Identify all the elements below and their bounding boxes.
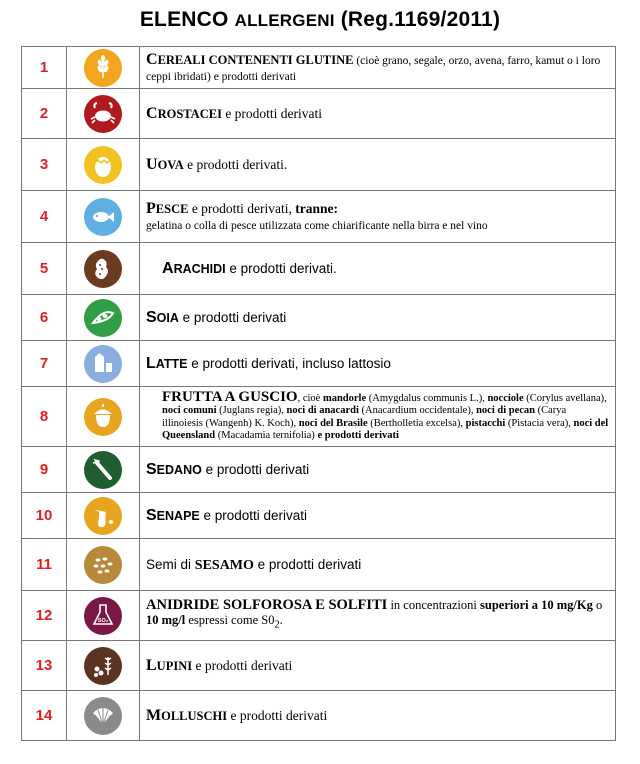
row-number: 2 xyxy=(22,89,67,139)
table-row xyxy=(22,47,616,89)
row-text: ARACHIDI e prodotti derivati. xyxy=(140,243,616,295)
row-text: Semi di SESAMO e prodotti derivati xyxy=(140,539,616,591)
table-row xyxy=(22,691,616,741)
row-number: 6 xyxy=(22,295,67,341)
row-number: 12 xyxy=(22,591,67,641)
row-text: LATTE e prodotti derivati, incluso lattosio xyxy=(140,341,616,387)
table-row xyxy=(22,493,616,539)
table-row xyxy=(22,89,616,139)
title-regulation: (Reg.1169/2011) xyxy=(340,8,501,31)
nut-icon xyxy=(84,398,122,436)
row-text: FRUTTA A GUSCIO, cioè mandorle (Amygdalus communis L.), nocciole (Corylus avellana), noci comuni (Juglans regia), noci di anacardi (Anacardium occidentale), noci di pecan (Carya illinoiesis (Wangenh) K. Koch), noci del Brasile (Bertholletia excelsa), pistacchi (Pistacia vera), noci del Queensland (Macadamia ternifolia) e prodotti derivati xyxy=(140,387,616,447)
table-row xyxy=(22,191,616,243)
sulphite-icon xyxy=(84,597,122,635)
sulphite-icon-label: SO₂ xyxy=(97,617,109,624)
row-text: ANIDRIDE SOLFOROSA E SOLFITI in concentrazioni superiori a 10 mg/Kg o 10 mg/l espressi come $S0_2$. xyxy=(140,591,616,641)
title-word-elenco: ELENCO xyxy=(139,8,229,31)
row-number: 9 xyxy=(22,447,67,493)
table-row xyxy=(22,447,616,493)
row-number: 8 xyxy=(22,387,67,447)
row-number: 13 xyxy=(22,641,67,691)
row-number: 7 xyxy=(22,341,67,387)
row-number: 5 xyxy=(22,243,67,295)
row-text: PESCE e prodotti derivati, tranne: gelatina o colla di pesce utilizzata come chiarificante nella birra e nel vino xyxy=(140,191,616,243)
table-row xyxy=(22,295,616,341)
row-number: 1 xyxy=(22,47,67,89)
table-row xyxy=(22,641,616,691)
mollusc-icon xyxy=(84,697,122,735)
page-title xyxy=(0,8,640,32)
crab-icon xyxy=(84,95,122,133)
egg-icon xyxy=(84,146,122,184)
table-row xyxy=(22,243,616,295)
row-number: 11 xyxy=(22,539,67,591)
table-row xyxy=(22,591,616,641)
row-text: SEDANO e prodotti derivati xyxy=(140,447,616,493)
row-number: 4 xyxy=(22,191,67,243)
row-text: SENAPE e prodotti derivati xyxy=(140,493,616,539)
table-row xyxy=(22,539,616,591)
row-text: UOVA e prodotti derivati. xyxy=(140,139,616,191)
row-text: LUPINI e prodotti derivati xyxy=(140,641,616,691)
celery-icon xyxy=(84,451,122,489)
row-text: CROSTACEI e prodotti derivati xyxy=(140,89,616,139)
row-text: SOIA e prodotti derivati xyxy=(140,295,616,341)
table-row xyxy=(22,341,616,387)
table-row xyxy=(22,387,616,447)
wheat-icon xyxy=(84,49,122,87)
row-number: 14 xyxy=(22,691,67,741)
peanut-icon xyxy=(84,250,122,288)
milk-icon xyxy=(84,345,122,383)
mustard-icon xyxy=(84,497,122,535)
title-word-allergeni: ALLERGENI xyxy=(234,11,335,30)
row-number: 3 xyxy=(22,139,67,191)
sesame-icon xyxy=(84,546,122,584)
lupin-icon xyxy=(84,647,122,685)
row-number: 10 xyxy=(22,493,67,539)
soy-icon xyxy=(84,299,122,337)
allergen-table xyxy=(21,46,616,741)
fish-icon xyxy=(84,198,122,236)
table-row xyxy=(22,139,616,191)
row-text: CEREALI CONTENENTI GLUTINE (cioè grano, segale, orzo, avena, farro, kamut o i loro ceppi ibridati) e prodotti derivati xyxy=(140,47,616,89)
row-text: MOLLUSCHI e prodotti derivati xyxy=(140,691,616,741)
